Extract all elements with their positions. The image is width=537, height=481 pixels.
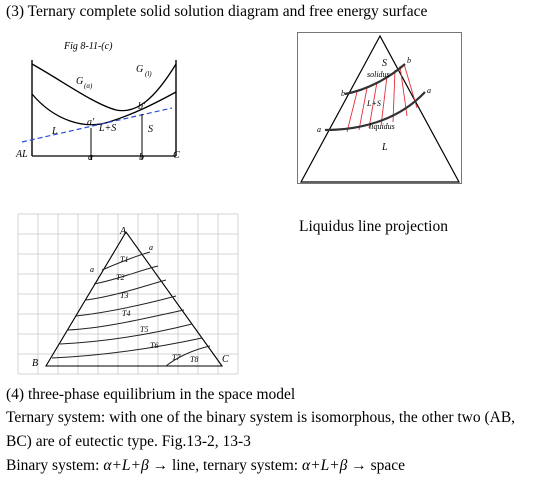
isotherm-label-3: T3: [120, 291, 129, 300]
section-heading-4: (4) three-phase equilibrium in the space model: [6, 386, 296, 403]
isotherm-label-2: T2: [116, 273, 125, 282]
vertex-b-label: B: [32, 358, 39, 369]
al-axis-label: AL: [16, 149, 28, 160]
isotherm-label-4: T4: [122, 309, 131, 318]
isotherm-label-8: T8: [190, 355, 199, 364]
g-l-label: G: [136, 64, 144, 75]
b-left-label: b: [341, 89, 345, 98]
a-right-label: a: [149, 243, 153, 252]
para2-expr1: α+L+β: [103, 457, 149, 474]
g-liquid-curve: [32, 92, 176, 125]
arrow-icon: →: [351, 457, 367, 474]
b-right-label: b: [407, 56, 411, 65]
isotherm-label-1: T1: [120, 255, 129, 264]
free-energy-diagram: [14, 30, 190, 170]
isotherm-label-7: T7: [172, 353, 181, 362]
a-left-label: a: [90, 265, 94, 274]
paragraph-1-line-2: BC) are of eutectic type. Fig.13-2, 13-3: [6, 433, 251, 450]
para2-expr2: α+L+β: [301, 457, 348, 474]
paragraph-2: [6, 457, 405, 475]
solidus-label: solidus: [367, 70, 390, 79]
fig2-frame: [298, 33, 462, 184]
g-alpha-label: G: [76, 76, 84, 87]
g-l-sub: (l): [145, 70, 152, 78]
liquidus-label: liquidus: [369, 122, 395, 131]
isotherm-label-5: T5: [140, 325, 149, 334]
projection-triangle: [46, 232, 222, 366]
c-axis-label: C: [173, 150, 180, 161]
s-label: S: [382, 58, 387, 69]
b-prime-label: b': [138, 101, 146, 112]
a-axis-label: a: [88, 152, 93, 163]
isotherm-label-6: T6: [150, 341, 159, 350]
ls-label: L+S: [367, 99, 381, 108]
fig1-caption: Fig 8-11-(c): [64, 41, 113, 52]
l-label: L: [382, 142, 388, 153]
ternary-solution-diagram: [297, 32, 462, 184]
g-alpha-sub: (α): [84, 82, 93, 90]
section-heading-3: (3) Ternary complete solid solution diagram and free energy surface: [6, 3, 428, 20]
paragraph-1-line-1: Ternary system: with one of the binary system is isomorphous, the other two (AB,: [6, 409, 516, 426]
para2-end: space: [366, 457, 406, 474]
l-region-label: L: [52, 126, 58, 137]
a-prime-label: a': [87, 117, 95, 128]
ternary-triangle: [301, 36, 459, 182]
a-left-label: a: [317, 125, 321, 134]
solidus-curve: [345, 64, 405, 94]
liquidus-projection-diagram: [16, 212, 244, 378]
arrow-icon: →: [152, 457, 169, 474]
vertex-c-label: C: [222, 354, 229, 365]
a-right-label: a: [427, 86, 431, 95]
para2-mid: line, ternary system:: [168, 457, 302, 474]
ls-region-label: L+S: [99, 123, 117, 134]
para2-prefix: Binary system:: [6, 457, 104, 474]
vertex-a-label: A: [120, 226, 127, 237]
liquidus-caption: Liquidus line projection: [299, 218, 448, 235]
isotherm-lines: [52, 252, 210, 366]
s-region-label: S: [148, 124, 153, 135]
b-axis-label: b: [139, 152, 144, 163]
